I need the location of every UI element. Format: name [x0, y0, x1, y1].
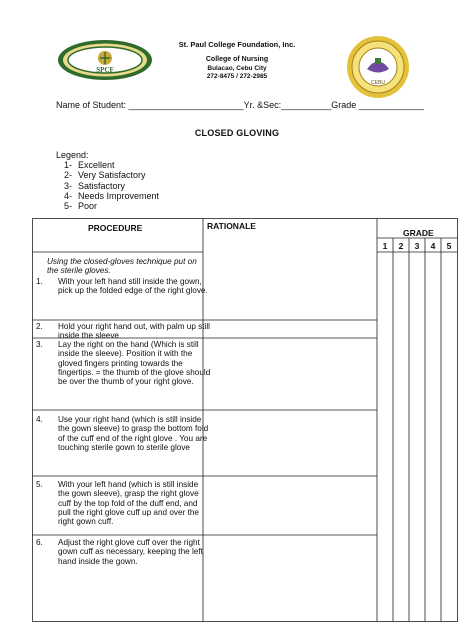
grade-number-1: 1 — [382, 241, 388, 251]
procedure-step-3 — [36, 340, 211, 387]
procedure-step-2 — [36, 322, 211, 341]
grade-number-4: 4 — [430, 241, 436, 251]
step-number: 3. — [36, 340, 43, 349]
step-number: 2. — [36, 322, 43, 331]
grade-number-3: 3 — [414, 241, 420, 251]
step-number: 1. — [36, 277, 43, 286]
legend-item-label: Excellent — [78, 160, 115, 171]
legend-item-label: Very Satisfactory — [78, 170, 146, 181]
step-text: With your left hand still inside the gown, pick up the folded edge of the right glove. — [58, 277, 208, 296]
legend-item-label: Satisfactory — [78, 180, 126, 191]
step-number: 4. — [36, 415, 43, 424]
step-text: Lay the right on the hand (Which is still inside the sleeve). Position it with the gloved fingers printing towards the fingertips. = the thumb of the glove should be over the thumb of your right glove. — [58, 340, 211, 387]
procedure-grade-table — [32, 218, 458, 622]
rationale-column-header: RATIONALE — [207, 221, 256, 231]
legend-item — [56, 181, 159, 191]
college-name: College of Nursing — [205, 56, 269, 63]
legend-item-label: Poor — [78, 201, 98, 212]
legend-item-number: 4- — [63, 190, 72, 201]
institution-city: Bulacao, Cebu City — [207, 65, 267, 72]
institution-name: St. Paul College Foundation, Inc. — [178, 40, 296, 49]
procedure-step-1 — [36, 277, 211, 296]
legend-item-label: Needs Improvement — [78, 190, 160, 201]
grading-legend — [56, 150, 159, 211]
grade-column-header: GRADE — [403, 228, 434, 238]
legend-item-number: 1- — [63, 160, 72, 171]
grade-number-2: 2 — [398, 241, 404, 251]
legend-item — [56, 170, 159, 180]
step-number: 6. — [36, 538, 43, 547]
legend-item — [56, 191, 159, 201]
legend-heading: Legend: — [56, 150, 89, 160]
legend-item — [56, 201, 159, 211]
right-logo-text: CEBU — [371, 80, 385, 86]
document-title: CLOSED GLOVING — [194, 128, 280, 138]
grade-number-5: 5 — [446, 241, 452, 251]
legend-item-number: 2- — [63, 170, 72, 181]
left-logo-text: SPCF — [96, 66, 114, 74]
legend-item-number: 3- — [63, 180, 72, 191]
procedure-step-5 — [36, 480, 211, 527]
step-text: Hold your right hand out, with palm up still inside the sleeve — [58, 322, 211, 341]
procedure-step-4 — [36, 415, 211, 452]
step-text: Use your right hand (which is still inside the gown sleeve) to grasp the bottom fold of the cuff end of the right glove . You are touching sterile gown to sterile glove — [58, 415, 209, 452]
legend-item-number: 5- — [63, 201, 72, 212]
step-text: With your left hand (which is still inside the gown sleeve), grasp the right glove cuff by the top fold of the duff end, and pull the right glove cuff up and over the right gown cuff. — [58, 480, 199, 527]
institution-phone: 272-8475 / 272-2985 — [206, 73, 268, 80]
legend-item — [56, 160, 159, 170]
procedure-intro: Using the closed-gloves technique put on the sterile gloves. — [47, 257, 197, 276]
student-info-line: Name of Student: _______________________Yr. &Sec:__________Grade _____________ — [56, 100, 424, 110]
step-text: Adjust the right glove cuff over the right gown cuff as necessary, keeping the left hand inside the gown. — [58, 538, 203, 566]
step-number: 5. — [36, 480, 43, 489]
procedure-step-6 — [36, 538, 211, 566]
nursing-logo-right — [345, 34, 411, 100]
procedure-column-header: PROCEDURE — [88, 223, 143, 233]
document-header — [0, 0, 474, 90]
